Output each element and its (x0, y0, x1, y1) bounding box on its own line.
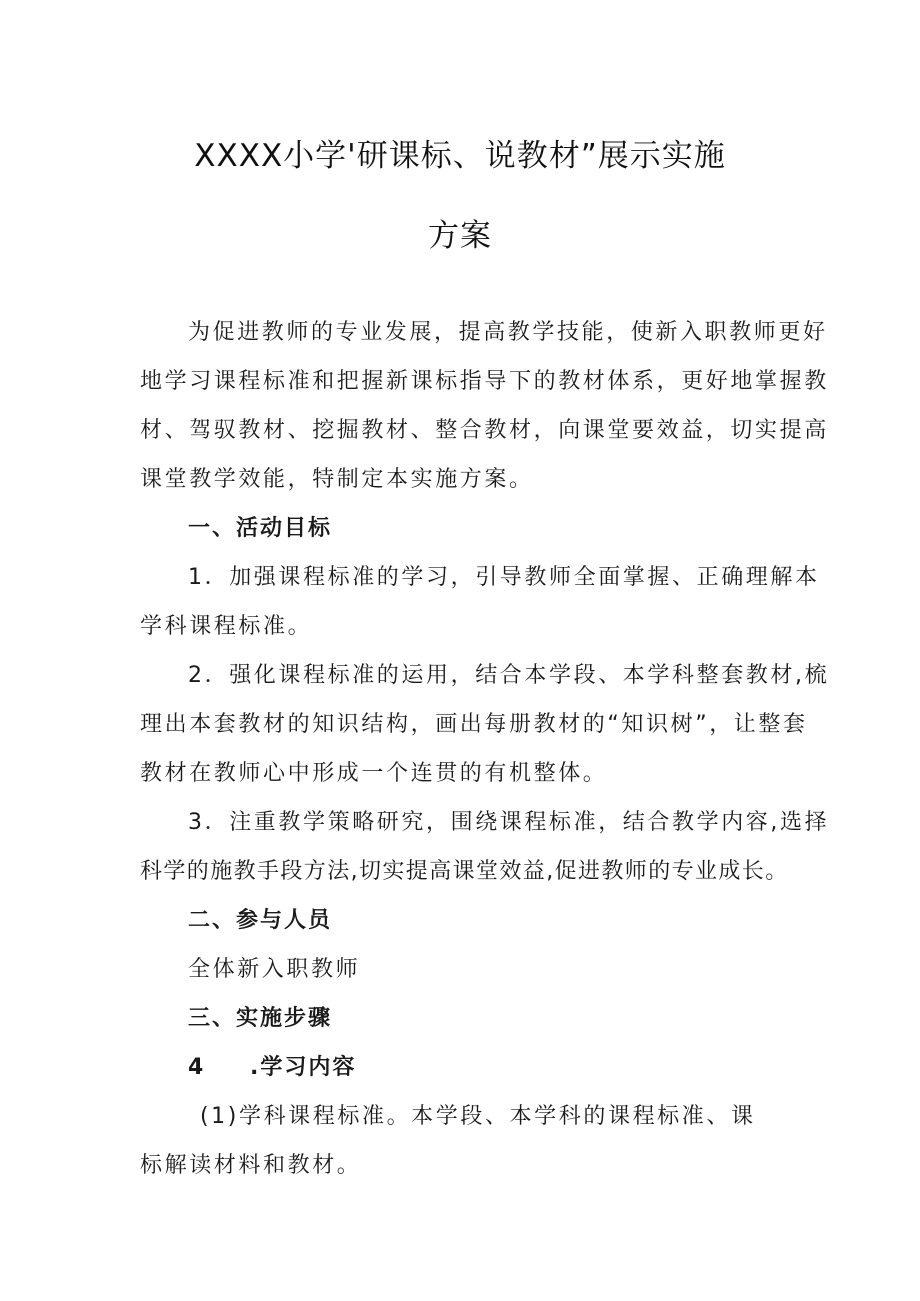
document-title-line1: XXXX小学'研课标、说教材”展示实施 (194, 138, 726, 174)
intro-line-3: 材、驾驭教材、挖掘教材、整合教材，向课堂要效益，切实提高 (140, 418, 829, 443)
section-heading-goals: 一、活动目标 (188, 516, 333, 541)
goal-3-line-1: 3．注重教学策略研究，围绕课程标准，结合教学内容,选择 (188, 810, 830, 835)
subsection-number: 4 (188, 1055, 206, 1080)
document-title-line2: 方案 (428, 218, 492, 254)
subsection-study-content (188, 1053, 356, 1083)
goal-3-line-2: 科学的施教手段方法,切实提高课堂效益,促进教师的专业成长。 (140, 859, 789, 884)
participants-text: 全体新入职教师 (188, 957, 361, 982)
section-heading-participants: 二、参与人员 (188, 908, 333, 933)
goal-1-line-2: 学科课程标准。 (140, 614, 313, 639)
goal-2-line-1: 2．强化课程标准的运用，结合本学段、本学科整套教材,梳 (188, 663, 830, 688)
intro-line-4: 课堂教学效能，特制定本实施方案。 (140, 467, 534, 492)
goal-1-line-1: 1．加强课程标准的学习，引导教师全面掌握、正确理解本 (188, 565, 820, 590)
intro-line-1: 为促进教师的专业发展，提高教学技能，使新入职教师更好 (188, 320, 828, 345)
section-heading-steps: 三、实施步骤 (188, 1006, 333, 1031)
study-item-1-line-1: (1)学科课程标准。本学段、本学科的课程标准、课 (200, 1104, 756, 1129)
intro-line-2: 地学习课程标准和把握新课标指导下的教材体系，更好地掌握教 (140, 369, 829, 394)
goal-2-line-3: 教材在教师心中形成一个连贯的有机整体。 (140, 761, 608, 786)
study-item-1-line-2: 标解读材料和教材。 (140, 1153, 362, 1178)
subsection-label: .学习内容 (250, 1055, 357, 1080)
goal-2-line-2: 理出本套教材的知识结构，画出每册教材的“知识树”，让整套 (140, 712, 808, 737)
